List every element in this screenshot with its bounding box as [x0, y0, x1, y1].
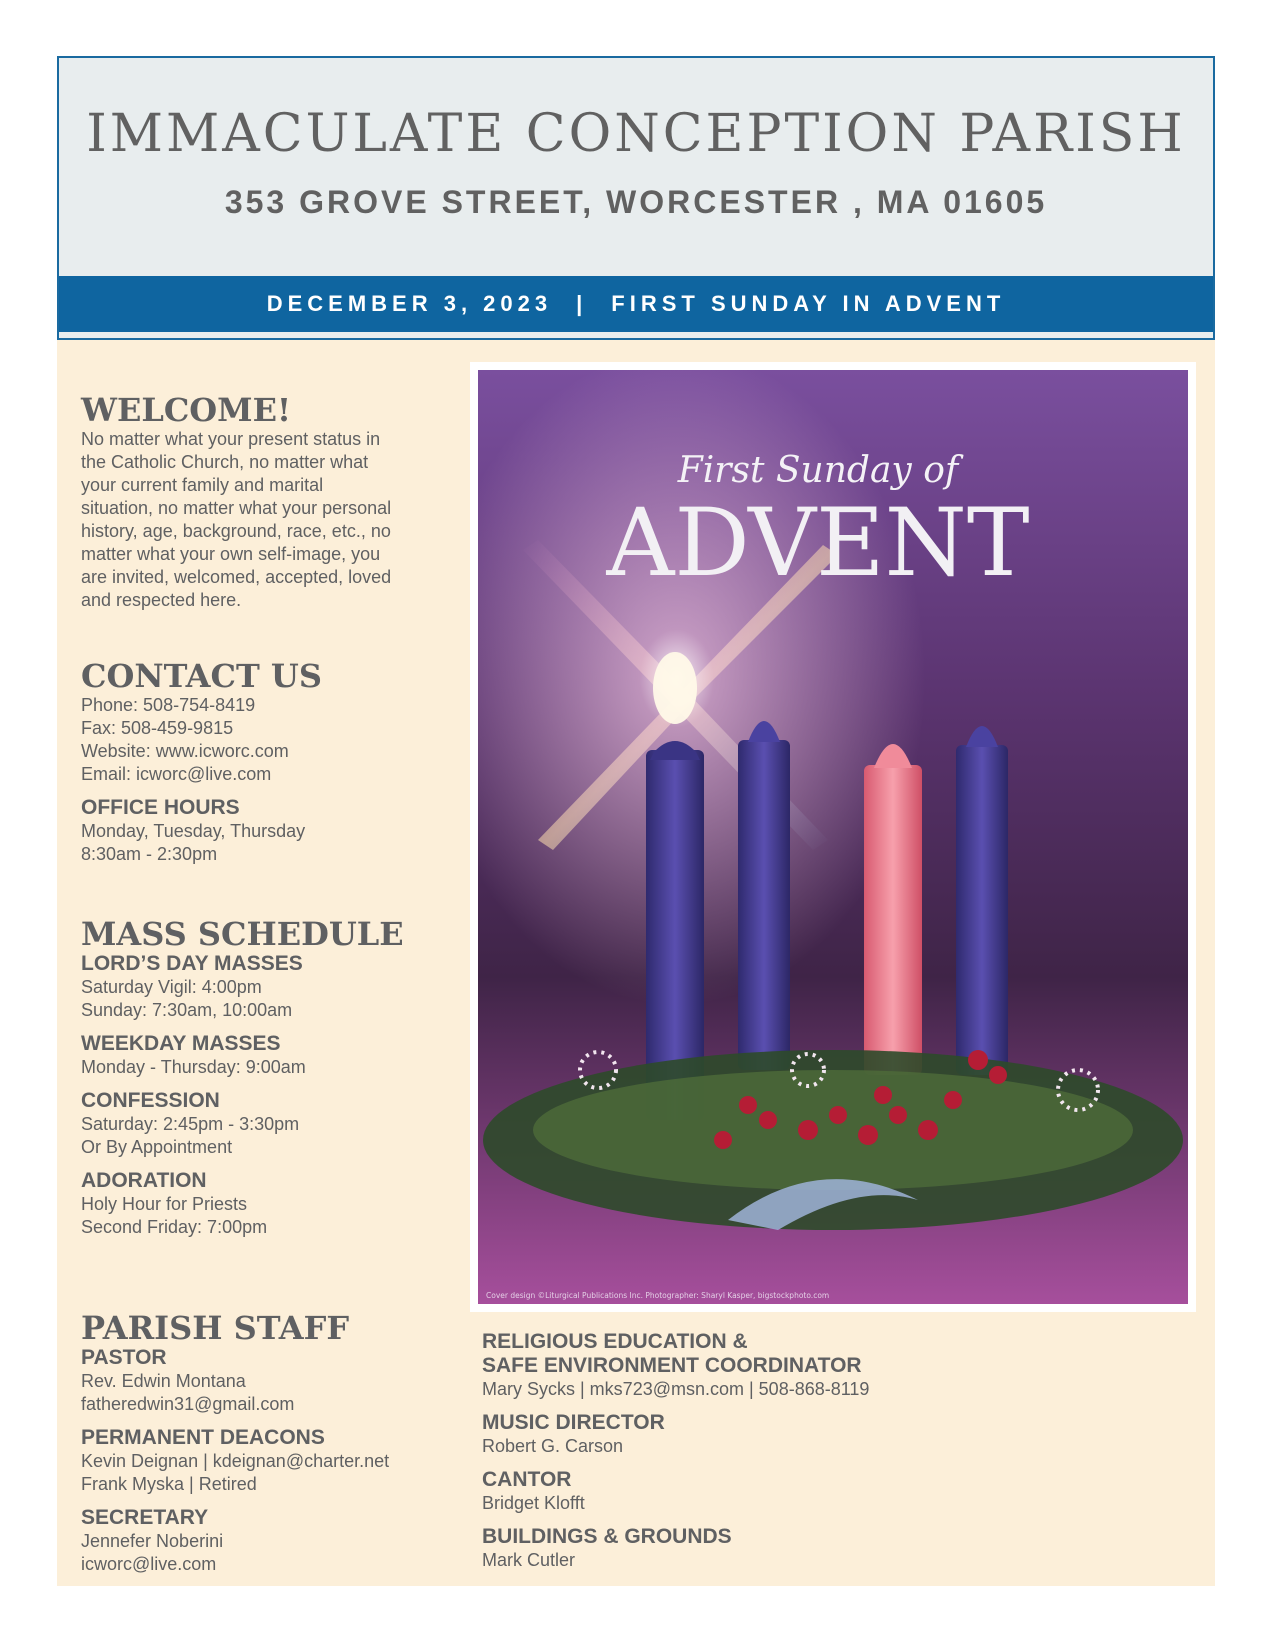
office-hours-title: OFFICE HOURS — [81, 796, 240, 819]
staff-group — [81, 1346, 471, 1416]
staff-role: BUILDINGS & GROUNDS — [482, 1525, 732, 1548]
bulletin-header — [57, 56, 1215, 340]
welcome-line: and respected here. — [81, 590, 242, 610]
mass-time: Second Friday: 7:00pm — [81, 1217, 268, 1237]
liturgical-occasion: FIRST SUNDAY IN ADVENT — [611, 291, 1006, 316]
staff-name: Robert G. Carson — [482, 1436, 624, 1456]
mass-group-title: CONFESSION — [81, 1089, 220, 1112]
staff-contact: Mary Sycks | mks723@msn.com | 508-868-8119 — [482, 1379, 870, 1399]
staff-group — [482, 1468, 1182, 1515]
staff-role: PASTOR — [81, 1346, 167, 1369]
cover-credit: Cover design ©Liturgical Publications Inc. Photographer: Sharyl Kasper, bigstockphoto.com — [486, 1291, 830, 1300]
purple-candle — [738, 740, 790, 1070]
parish-staff-title: PARISH STAFF — [81, 1309, 350, 1347]
purple-candle — [956, 745, 1008, 1075]
mass-time: Holy Hour for Priests — [81, 1194, 248, 1214]
welcome-line: the Catholic Church, no matter what — [81, 452, 369, 472]
mass-schedule-section — [81, 916, 451, 1239]
mass-group — [81, 1169, 451, 1239]
mass-group-title: LORD’S DAY MASSES — [81, 952, 303, 975]
welcome-line: matter what your own self-image, you — [81, 544, 381, 564]
welcome-line: No matter what your present status in — [81, 429, 381, 449]
mass-time: Monday - Thursday: 9:00am — [81, 1057, 306, 1077]
staff-email: fatheredwin31@gmail.com — [81, 1394, 295, 1414]
cover-script-line: First Sunday of — [677, 450, 959, 491]
bulletin-body — [57, 340, 1215, 1586]
mass-group — [81, 952, 451, 1022]
staff-details — [482, 1378, 1182, 1401]
staff-email: icworc@live.com — [81, 1554, 217, 1574]
staff-details — [81, 1370, 471, 1416]
welcome-line: are invited, welcomed, accepted, loved — [81, 567, 392, 587]
welcome-title: WELCOME! — [81, 391, 292, 429]
mass-group-times — [81, 1113, 451, 1159]
staff-role: CANTOR — [482, 1468, 572, 1491]
staff-name: Jennefer Noberini — [81, 1531, 224, 1551]
mass-time: Sunday: 7:30am, 10:00am — [81, 1000, 293, 1020]
welcome-line: your current family and marital — [81, 475, 324, 495]
mass-group — [81, 1089, 451, 1159]
date-band — [59, 276, 1213, 332]
mass-time: Or By Appointment — [81, 1137, 233, 1157]
bulletin-date: DECEMBER 3, 2023 — [266, 291, 553, 316]
staff-details — [482, 1492, 1182, 1515]
staff-name: Frank Myska | Retired — [81, 1474, 257, 1494]
staff-group — [81, 1426, 471, 1496]
mass-group-times — [81, 976, 451, 1022]
staff-right-column — [482, 1330, 1182, 1572]
staff-group — [482, 1330, 1182, 1401]
staff-details — [81, 1530, 471, 1576]
office-days: Monday, Tuesday, Thursday — [81, 821, 306, 841]
staff-group — [482, 1525, 1182, 1572]
staff-group — [81, 1506, 471, 1576]
staff-role: SECRETARY — [81, 1506, 209, 1529]
mass-time: Saturday Vigil: 4:00pm — [81, 977, 262, 997]
staff-role: MUSIC DIRECTOR — [482, 1411, 665, 1434]
mass-time: Saturday: 2:45pm - 3:30pm — [81, 1114, 300, 1134]
staff-name: Rev. Edwin Montana — [81, 1371, 246, 1391]
contact-email: Email: icworc@live.com — [81, 764, 272, 784]
mass-group — [81, 1032, 451, 1079]
date-separator: | — [576, 291, 588, 316]
parish-name: IMMACULATE CONCEPTION PARISH — [86, 104, 1186, 164]
office-times: 8:30am - 2:30pm — [81, 844, 218, 864]
staff-name: Bridget Klofft — [482, 1493, 585, 1513]
contact-section — [81, 658, 451, 866]
mass-group-title: WEEKDAY MASSES — [81, 1032, 281, 1055]
staff-details — [482, 1435, 1182, 1458]
mass-group-times — [81, 1193, 451, 1239]
contact-fax: Fax: 508-459-9815 — [81, 718, 234, 738]
staff-role-line: SAFE ENVIRONMENT COORDINATOR — [482, 1354, 862, 1377]
parish-staff-section — [81, 1310, 471, 1576]
contact-phone: Phone: 508-754-8419 — [81, 695, 256, 715]
cover-title: ADVENT — [606, 489, 1030, 598]
staff-name: Kevin Deignan | kdeignan@charter.net — [81, 1451, 390, 1471]
contact-title: CONTACT US — [81, 657, 322, 695]
pink-candle — [864, 765, 922, 1075]
staff-details — [81, 1450, 471, 1496]
mass-group-times — [81, 1056, 451, 1079]
staff-role-line: RELIGIOUS EDUCATION & — [482, 1330, 748, 1353]
staff-group — [482, 1411, 1182, 1458]
welcome-line: history, age, background, race, etc., no — [81, 521, 391, 541]
office-hours — [81, 820, 451, 866]
welcome-section — [81, 392, 451, 612]
welcome-line: situation, no matter what your personal — [81, 498, 392, 518]
parish-address: 353 GROVE STREET, WORCESTER , MA 01605 — [224, 184, 1048, 220]
staff-details — [482, 1549, 1182, 1572]
advent-candles-illustration — [478, 370, 1188, 1304]
staff-name: Mark Cutler — [482, 1550, 576, 1570]
contact-details — [81, 694, 451, 786]
contact-website: Website: www.icworc.com — [81, 741, 289, 761]
mass-schedule-title: MASS SCHEDULE — [81, 915, 404, 953]
advent-cover-image — [470, 362, 1196, 1312]
staff-role: PERMANENT DEACONS — [81, 1426, 325, 1449]
welcome-text — [81, 428, 451, 612]
mass-group-title: ADORATION — [81, 1169, 207, 1192]
staff-role — [482, 1330, 1182, 1378]
